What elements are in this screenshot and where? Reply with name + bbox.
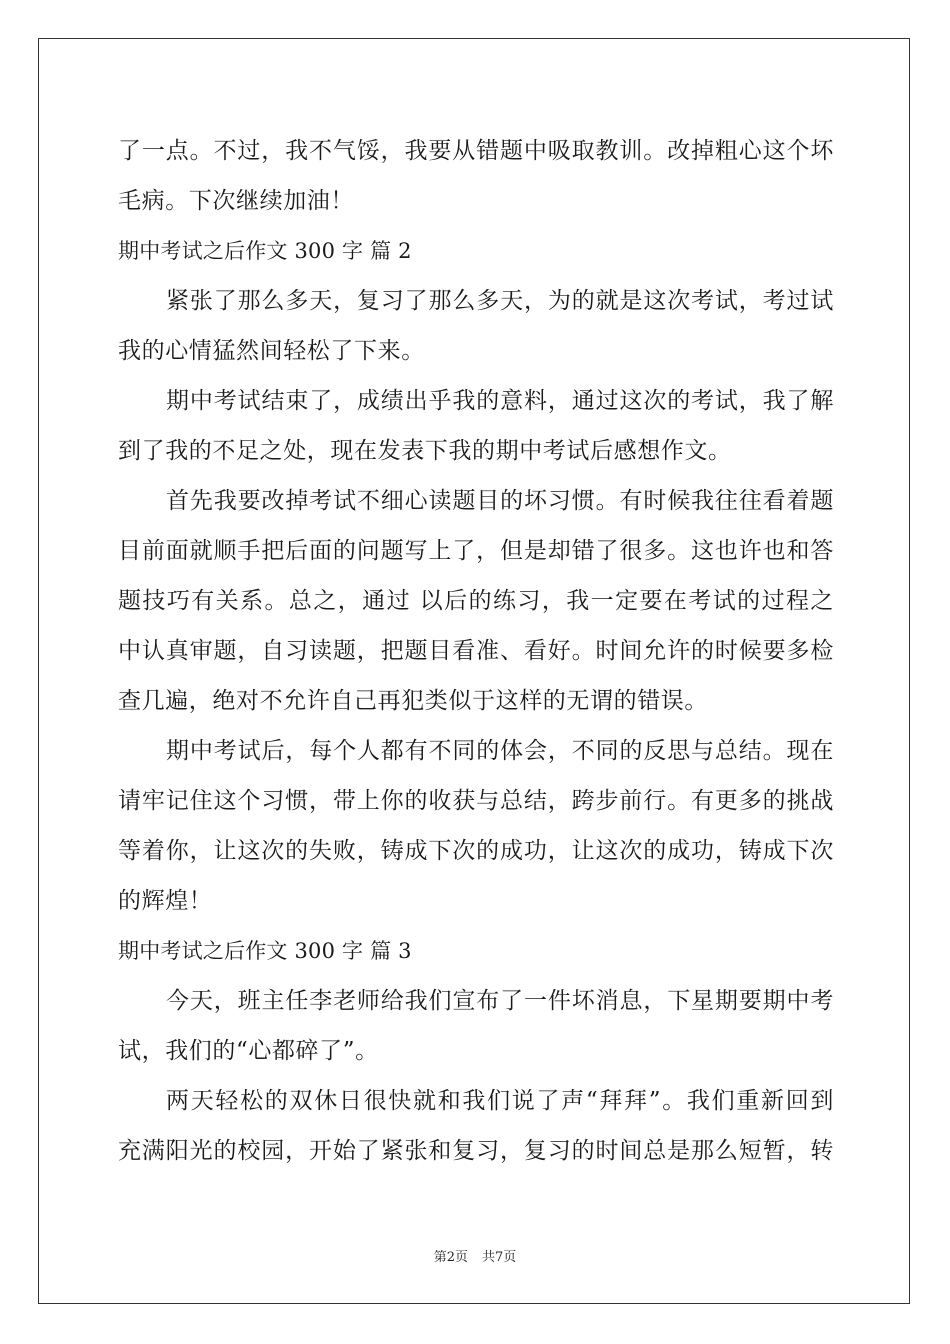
text-line: 到了我的不足之处，现在发表下我的期中考试后感想作文。 bbox=[118, 438, 732, 464]
text-line: 的辉煌！ bbox=[118, 888, 213, 914]
paragraph-first-line: 两天轻松的双休日很快就和我们说了声“拜拜”。我们重新回到 bbox=[166, 1088, 834, 1114]
paragraph-first-line: 期中考试结束了，成绩出乎我的意料，通过这次的考试，我了解 bbox=[166, 388, 834, 414]
text-line: 充满阳光的校园，开始了紧张和复习，复习的时间总是那么短暂，转 bbox=[118, 1138, 834, 1164]
section-heading: 期中考试之后作文 300 字 篇 2 bbox=[118, 239, 412, 263]
text-line: 题技巧有关系。总之，通过 以后的练习，我一定要在考试的过程之 bbox=[118, 588, 834, 614]
page-number: 第2页 bbox=[433, 1250, 468, 1265]
text-line: 试，我们的“心都碎了”。 bbox=[118, 1038, 379, 1064]
paragraph-first-line: 今天，班主任李老师给我们宣布了一件坏消息，下星期要期中考 bbox=[166, 988, 834, 1014]
text-line: 请牢记住这个习惯，带上你的收获与总结，跨步前行。有更多的挑战 bbox=[118, 788, 834, 814]
page-total: 共7页 bbox=[482, 1250, 517, 1265]
document-body bbox=[118, 126, 834, 1176]
text-line: 查几遍，绝对不允许自己再犯类似于这样的无谓的错误。 bbox=[118, 688, 708, 714]
text-line: 中认真审题，自习读题，把题目看准、看好。时间允许的时候要多检 bbox=[118, 638, 834, 664]
text-line: 毛病。下次继续加油！ bbox=[118, 188, 354, 214]
paragraph-first-line: 期中考试后，每个人都有不同的体会，不同的反思与总结。现在 bbox=[166, 738, 834, 764]
text-line: 目前面就顺手把后面的问题写上了，但是却错了很多。这也许也和答 bbox=[118, 538, 834, 564]
text-line: 我的心情猛然间轻松了下来。 bbox=[118, 338, 425, 364]
section-heading: 期中考试之后作文 300 字 篇 3 bbox=[118, 939, 412, 963]
page-footer bbox=[0, 1246, 950, 1265]
paragraph-first-line: 紧张了那么多天，复习了那么多天，为的就是这次考试，考过试 bbox=[166, 288, 834, 314]
text-line: 了一点。不过，我不气馁，我要从错题中吸取教训。改掉粗心这个坏 bbox=[118, 138, 834, 164]
paragraph-first-line: 首先我要改掉考试不细心读题目的坏习惯。有时候我往往看着题 bbox=[166, 488, 834, 514]
text-line: 等着你，让这次的失败，铸成下次的成功，让这次的成功，铸成下次 bbox=[118, 838, 834, 864]
